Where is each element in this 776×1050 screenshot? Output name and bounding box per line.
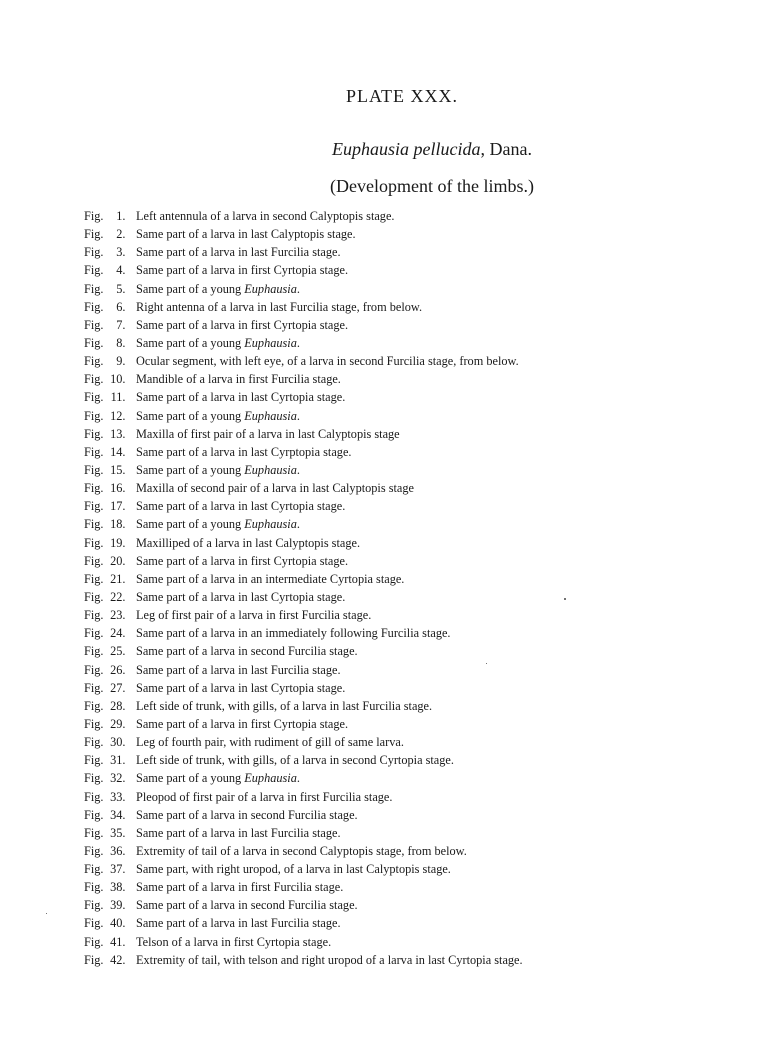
figure-caption — [84, 715, 644, 733]
figure-label: Fig. — [84, 481, 104, 496]
figure-caption — [84, 933, 644, 951]
figure-index: 40. — [110, 916, 126, 931]
figure-index: 12. — [110, 408, 126, 423]
figure-number — [84, 243, 136, 261]
figure-text: Left side of trunk, with gills, of a larva in second Cyrtopia stage. — [136, 753, 454, 768]
figure-index: 29. — [110, 716, 126, 731]
figure-number — [84, 824, 136, 842]
scan-speck — [564, 598, 566, 600]
figure-number — [84, 914, 136, 932]
figure-number — [84, 806, 136, 824]
figure-label: Fig. — [84, 553, 104, 568]
figure-caption — [84, 280, 644, 298]
figure-text: Mandible of a larva in first Furcilia stage. — [136, 372, 341, 387]
figure-description — [136, 261, 348, 279]
figure-description — [136, 443, 351, 461]
figure-text: Left antennula of a larva in second Calyptopis stage. — [136, 209, 395, 223]
figure-description — [136, 425, 400, 443]
figure-number — [84, 443, 136, 461]
figure-description — [136, 588, 345, 606]
figure-index: 22. — [110, 589, 126, 604]
figure-label: Fig. — [84, 444, 104, 459]
figure-label: Fig. — [84, 408, 104, 423]
figure-index: 5. — [116, 281, 126, 296]
figure-caption — [84, 425, 644, 443]
figure-label: Fig. — [84, 390, 104, 405]
figure-caption — [84, 243, 644, 261]
figure-label: Fig. — [84, 771, 104, 786]
figure-label: Fig. — [84, 354, 104, 369]
figure-label: Fig. — [84, 825, 104, 840]
figure-description — [136, 316, 348, 334]
figure-text: Right antenna of a larva in last Furcilia stage, from below. — [136, 299, 423, 314]
figure-text: Same part of a larva in last Furcilia stage. — [136, 825, 341, 840]
figure-number — [84, 515, 136, 533]
figure-text: Same part of a young — [136, 408, 245, 423]
figure-label: Fig. — [84, 880, 104, 895]
figure-caption — [84, 261, 644, 279]
figure-label: Fig. — [84, 662, 104, 677]
figure-text-end: . — [296, 771, 300, 786]
figure-index: 36. — [110, 843, 126, 858]
figure-caption — [84, 842, 644, 860]
figure-text: Left side of trunk, with gills, of a larva in last Furcilia stage. — [136, 698, 433, 713]
figure-index: 11. — [110, 390, 126, 405]
figure-number — [84, 570, 136, 588]
figure-text: Pleopod of first pair of a larva in first Furcilia stage. — [136, 789, 393, 804]
figure-description — [136, 751, 454, 769]
scan-speck — [486, 663, 487, 664]
figure-label: Fig. — [84, 589, 104, 604]
figure-index: 7. — [116, 317, 126, 332]
figure-caption — [84, 769, 644, 787]
figure-label: Fig. — [84, 735, 104, 750]
figure-caption — [84, 370, 644, 388]
figure-number — [84, 261, 136, 279]
figure-number — [84, 534, 136, 552]
figure-label: Fig. — [84, 299, 104, 314]
figure-label: Fig. — [84, 372, 104, 387]
figure-text: Same part of a young — [136, 335, 245, 350]
figure-index: 18. — [110, 517, 126, 532]
figure-description — [136, 933, 331, 951]
figure-number — [84, 225, 136, 243]
figure-text-end: . — [296, 517, 300, 532]
figure-label: Fig. — [84, 807, 104, 822]
figure-index: 38. — [110, 880, 126, 895]
figure-text: Same part of a larva in second Furcilia stage. — [136, 807, 358, 822]
figure-caption — [84, 606, 644, 624]
figure-number — [84, 606, 136, 624]
figure-text: Same part of a larva in last Calyptopis stage. — [136, 227, 356, 242]
figure-caption — [84, 407, 644, 425]
figure-description — [136, 951, 523, 969]
figure-caption — [84, 860, 644, 878]
figure-label: Fig. — [84, 535, 104, 550]
figure-text: Same part of a larva in an intermediate Cyrtopia stage. — [136, 571, 405, 586]
figure-description — [136, 642, 358, 660]
figure-text: Same part of a larva in first Cyrtopia stage. — [136, 716, 349, 731]
figure-description — [136, 842, 467, 860]
figure-description — [136, 497, 345, 515]
figure-label: Fig. — [84, 843, 104, 858]
figure-number — [84, 588, 136, 606]
figure-text: Same part of a young — [136, 281, 245, 296]
figure-index: 20. — [110, 553, 126, 568]
figure-text: Same part of a larva in first Cyrtopia stage. — [136, 553, 349, 568]
figure-label: Fig. — [84, 898, 104, 913]
figure-caption — [84, 352, 644, 370]
figure-description — [136, 352, 519, 370]
figure-text: Maxilla of second pair of a larva in last Calyptopis stage — [136, 481, 414, 496]
figure-text: Maxilliped of a larva in last Calyptopis stage. — [136, 535, 361, 550]
figure-caption — [84, 624, 644, 642]
figure-description — [136, 407, 300, 425]
figure-description — [136, 733, 404, 751]
figure-index: 28. — [110, 698, 126, 713]
figure-caption-list — [84, 207, 644, 969]
figure-caption — [84, 661, 644, 679]
figure-caption — [84, 316, 644, 334]
figure-index: 31. — [110, 753, 126, 768]
figure-text: Extremity of tail of a larva in second Calyptopis stage, from below. — [136, 843, 467, 858]
figure-number — [84, 896, 136, 914]
figure-index: 37. — [110, 862, 126, 877]
figure-number — [84, 842, 136, 860]
figure-number — [84, 479, 136, 497]
figure-number — [84, 334, 136, 352]
figure-text: Maxilla of first pair of a larva in last Calyptopis stage — [136, 426, 400, 441]
figure-index: 32. — [110, 771, 126, 786]
figure-label: Fig. — [84, 263, 104, 278]
figure-label: Fig. — [84, 716, 104, 731]
figure-label: Fig. — [84, 245, 104, 260]
figure-index: 23. — [110, 608, 126, 623]
figure-text: Same part of a larva in first Furcilia stage. — [136, 880, 344, 895]
figure-text: Same part of a larva in last Furcilia stage. — [136, 662, 341, 677]
figure-description — [136, 243, 341, 261]
figure-index: 21. — [110, 571, 126, 586]
figure-description — [136, 515, 300, 533]
figure-number — [84, 461, 136, 479]
figure-caption — [84, 334, 644, 352]
figure-description — [136, 479, 414, 497]
figure-caption — [84, 679, 644, 697]
figure-number — [84, 407, 136, 425]
figure-label: Fig. — [84, 335, 104, 350]
figure-caption — [84, 552, 644, 570]
species-author: , Dana. — [480, 139, 532, 159]
figure-number — [84, 388, 136, 406]
figure-index: 30. — [110, 735, 126, 750]
figure-number — [84, 207, 136, 225]
figure-index: 27. — [110, 680, 126, 695]
figure-text: Same part of a larva in second Furcilia stage. — [136, 898, 358, 913]
figure-index: 19. — [110, 535, 126, 550]
figure-label: Fig. — [84, 608, 104, 623]
figure-caption — [84, 824, 644, 842]
figure-label: Fig. — [84, 209, 104, 223]
figure-index: 8. — [116, 335, 126, 350]
figure-caption — [84, 896, 644, 914]
figure-description — [136, 606, 371, 624]
figure-caption — [84, 642, 644, 660]
figure-description — [136, 334, 300, 352]
figure-text-end: . — [296, 281, 300, 296]
figure-index: 14. — [110, 444, 126, 459]
figure-description — [136, 388, 345, 406]
figure-number — [84, 552, 136, 570]
figure-genus-italic: Euphausia — [244, 335, 297, 350]
figure-description — [136, 552, 348, 570]
figure-label: Fig. — [84, 499, 104, 514]
figure-label: Fig. — [84, 680, 104, 695]
figure-index: 3. — [116, 245, 126, 260]
figure-label: Fig. — [84, 517, 104, 532]
figure-index: 33. — [110, 789, 126, 804]
figure-caption — [84, 534, 644, 552]
figure-index: 1. — [116, 209, 126, 223]
figure-text: Same part of a larva in last Cyrtopia stage. — [136, 680, 346, 695]
figure-text-end: . — [296, 462, 300, 477]
figure-text: Same part of a larva in first Cyrtopia stage. — [136, 317, 349, 332]
figure-index: 24. — [110, 626, 126, 641]
figure-number — [84, 352, 136, 370]
figure-caption — [84, 570, 644, 588]
figure-description — [136, 788, 392, 806]
figure-label: Fig. — [84, 571, 104, 586]
figure-label: Fig. — [84, 934, 104, 949]
figure-label: Fig. — [84, 753, 104, 768]
figure-genus-italic: Euphausia — [244, 462, 297, 477]
figure-index: 6. — [116, 299, 126, 314]
figure-number — [84, 951, 136, 969]
figure-number — [84, 298, 136, 316]
figure-number — [84, 497, 136, 515]
figure-description — [136, 697, 432, 715]
figure-number — [84, 788, 136, 806]
figure-index: 4. — [116, 263, 126, 278]
figure-caption — [84, 497, 644, 515]
figure-description — [136, 860, 451, 878]
figure-number — [84, 425, 136, 443]
figure-index: 13. — [110, 426, 126, 441]
figure-description — [136, 878, 343, 896]
figure-caption — [84, 515, 644, 533]
figure-text: Same part of a larva in last Furcilia stage. — [136, 245, 341, 260]
figure-description — [136, 824, 341, 842]
figure-index: 26. — [110, 662, 126, 677]
figure-number — [84, 878, 136, 896]
figure-caption — [84, 733, 644, 751]
figure-caption — [84, 951, 644, 969]
figure-text: Telson of a larva in first Cyrtopia stage. — [136, 934, 332, 949]
figure-text: Same part, with right uropod, of a larva in last Calyptopis stage. — [136, 862, 451, 877]
figure-description — [136, 570, 404, 588]
figure-number — [84, 715, 136, 733]
figure-genus-italic: Euphausia — [244, 517, 297, 532]
figure-text: Ocular segment, with left eye, of a larva in second Furcilia stage, from below. — [136, 354, 519, 369]
figure-description — [136, 461, 300, 479]
figure-description — [136, 534, 360, 552]
figure-text: Same part of a young — [136, 462, 245, 477]
figure-genus-italic: Euphausia — [244, 281, 297, 296]
plate-title: PLATE XXX. — [346, 86, 458, 106]
figure-caption — [84, 461, 644, 479]
figure-description — [136, 207, 395, 225]
figure-index: 15. — [110, 462, 126, 477]
figure-description — [136, 806, 358, 824]
figure-label: Fig. — [84, 862, 104, 877]
figure-label: Fig. — [84, 626, 104, 641]
figure-index: 2. — [116, 227, 126, 242]
figure-number — [84, 860, 136, 878]
figure-index: 17. — [110, 499, 126, 514]
figure-index: 42. — [110, 952, 126, 967]
figure-index: 16. — [110, 481, 126, 496]
figure-index: 35. — [110, 825, 126, 840]
figure-index: 41. — [110, 934, 126, 949]
figure-caption — [84, 806, 644, 824]
figure-text: Same part of a larva in last Cyrptopia stage. — [136, 444, 352, 459]
figure-caption — [84, 207, 644, 225]
figure-caption — [84, 388, 644, 406]
figure-text-end: . — [296, 335, 300, 350]
figure-text: Leg of first pair of a larva in first Furcilia stage. — [136, 608, 372, 623]
figure-index: 10. — [110, 372, 126, 387]
figure-caption — [84, 443, 644, 461]
figure-text: Same part of a young — [136, 771, 245, 786]
figure-number — [84, 933, 136, 951]
figure-description — [136, 914, 341, 932]
figure-description — [136, 661, 341, 679]
figure-index: 34. — [110, 807, 126, 822]
figure-label: Fig. — [84, 644, 104, 659]
figure-description — [136, 225, 356, 243]
figure-number — [84, 661, 136, 679]
figure-index: 39. — [110, 898, 126, 913]
figure-number — [84, 642, 136, 660]
figure-text: Same part of a young — [136, 517, 245, 532]
figure-number — [84, 733, 136, 751]
figure-caption — [84, 225, 644, 243]
figure-text: Same part of a larva in last Furcilia stage. — [136, 916, 341, 931]
figure-genus-italic: Euphausia — [244, 771, 297, 786]
figure-index: 9. — [116, 354, 126, 369]
figure-label: Fig. — [84, 952, 104, 967]
figure-label: Fig. — [84, 317, 104, 332]
figure-description — [136, 298, 422, 316]
figure-number — [84, 370, 136, 388]
figure-caption — [84, 298, 644, 316]
figure-description — [136, 769, 300, 787]
figure-index: 25. — [110, 644, 126, 659]
figure-text: Same part of a larva in first Cyrtopia stage. — [136, 263, 349, 278]
species-name: Euphausia pellucida — [332, 139, 481, 159]
figure-label: Fig. — [84, 698, 104, 713]
figure-number — [84, 751, 136, 769]
figure-label: Fig. — [84, 227, 104, 242]
figure-text: Same part of a larva in second Furcilia stage. — [136, 644, 358, 659]
figure-description — [136, 896, 358, 914]
figure-number — [84, 280, 136, 298]
figure-description — [136, 715, 348, 733]
figure-label: Fig. — [84, 462, 104, 477]
figure-text-end: . — [296, 408, 300, 423]
figure-label: Fig. — [84, 281, 104, 296]
figure-number — [84, 769, 136, 787]
figure-description — [136, 624, 451, 642]
figure-description — [136, 370, 341, 388]
figure-genus-italic: Euphausia — [244, 408, 297, 423]
figure-caption — [84, 479, 644, 497]
figure-number — [84, 679, 136, 697]
figure-label: Fig. — [84, 916, 104, 931]
species-heading — [44, 139, 776, 160]
figure-text: Extremity of tail, with telson and right uropod of a larva in last Cyrtopia stage. — [136, 952, 523, 967]
figure-text: Leg of fourth pair, with rudiment of gill of same larva. — [136, 735, 404, 750]
figure-number — [84, 624, 136, 642]
figure-number — [84, 316, 136, 334]
figure-caption — [84, 588, 644, 606]
plate-subtitle: (Development of the limbs.) — [330, 176, 534, 196]
figure-text: Same part of a larva in last Cyrtopia stage. — [136, 390, 346, 405]
figure-caption — [84, 751, 644, 769]
figure-label: Fig. — [84, 426, 104, 441]
figure-text: Same part of a larva in last Cyrtopia stage. — [136, 499, 346, 514]
figure-caption — [84, 914, 644, 932]
figure-text: Same part of a larva in last Cyrtopia stage. — [136, 589, 346, 604]
figure-label: Fig. — [84, 789, 104, 804]
figure-caption — [84, 697, 644, 715]
figure-text: Same part of a larva in an immediately following Furcilia stage. — [136, 626, 451, 641]
figure-caption — [84, 788, 644, 806]
figure-description — [136, 679, 345, 697]
figure-number — [84, 697, 136, 715]
figure-caption — [84, 878, 644, 896]
scan-speck — [46, 913, 47, 914]
figure-description — [136, 280, 300, 298]
